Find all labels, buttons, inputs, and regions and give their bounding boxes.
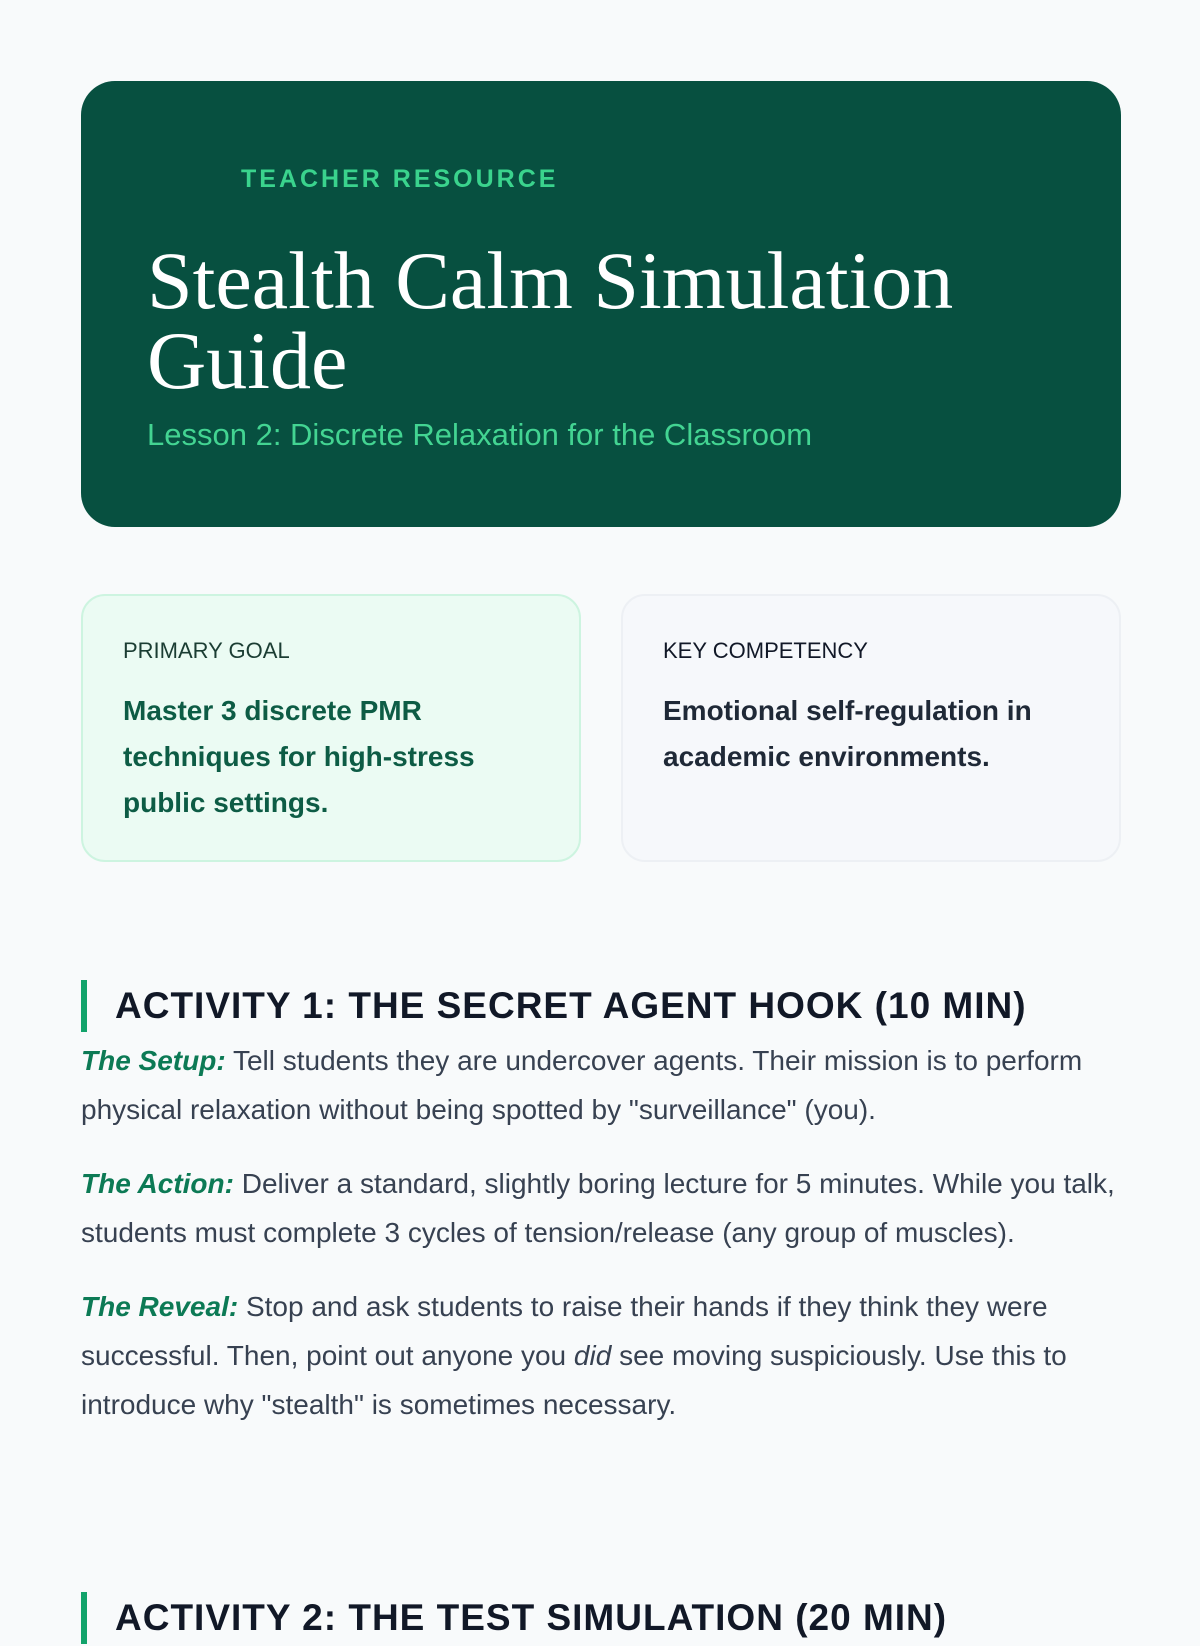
reveal-label: The Reveal: [81,1291,239,1322]
action-text: Deliver a standard, slightly boring lecture for 5 minutes. While you talk, students must complete 3 cycles of tension/release (any group of muscles). [81,1168,1115,1248]
hero-banner [81,81,1121,527]
setup-label: The Setup: [81,1045,226,1076]
activity-1-title: ACTIVITY 1: THE SECRET AGENT HOOK (10 MIN) [115,984,1027,1026]
primary-goal-label: PRIMARY GOAL [123,638,290,663]
primary-goal-text: Master 3 discrete PMR techniques for high-stress public settings. [123,695,475,818]
resource-type-label: TEACHER RESOURCE [241,165,559,193]
key-competency-label: KEY COMPETENCY [663,638,868,663]
reveal-emphasis: did [573,1340,612,1371]
reveal-text-before: Stop and ask students to raise their hands if they think they were successful. Then, point out anyone you [81,1291,1048,1371]
activity-1-heading [81,978,1121,1034]
summary-cards [81,594,1121,862]
lesson-guide-page [81,81,1121,1638]
lesson-subtitle: Lesson 2: Discrete Relaxation for the Classroom [147,417,813,452]
reveal-paragraph [81,1282,1121,1429]
key-competency-text: Emotional self-regulation in academic environments. [663,695,1032,772]
activity-2-title: ACTIVITY 2: THE TEST SIMULATION (20 MIN) [115,1596,948,1638]
activity-1-content [81,1036,1121,1454]
reveal-text-after: see moving suspiciously. Use this to introduce why "stealth" is sometimes necessary. [81,1340,1067,1420]
setup-text: Tell students they are undercover agents. Their mission is to perform physical relaxation without being spotted by "surveillance" (you). [81,1045,1083,1125]
setup-paragraph [81,1036,1121,1134]
heading-accent-bar [81,980,87,1032]
action-paragraph [81,1159,1121,1257]
activity-2-heading [81,1590,1121,1646]
key-competency-card [621,594,1121,862]
primary-goal-card [81,594,581,862]
action-label: The Action: [81,1168,234,1199]
page-title: Stealth Calm Simulation Guide [147,235,954,406]
